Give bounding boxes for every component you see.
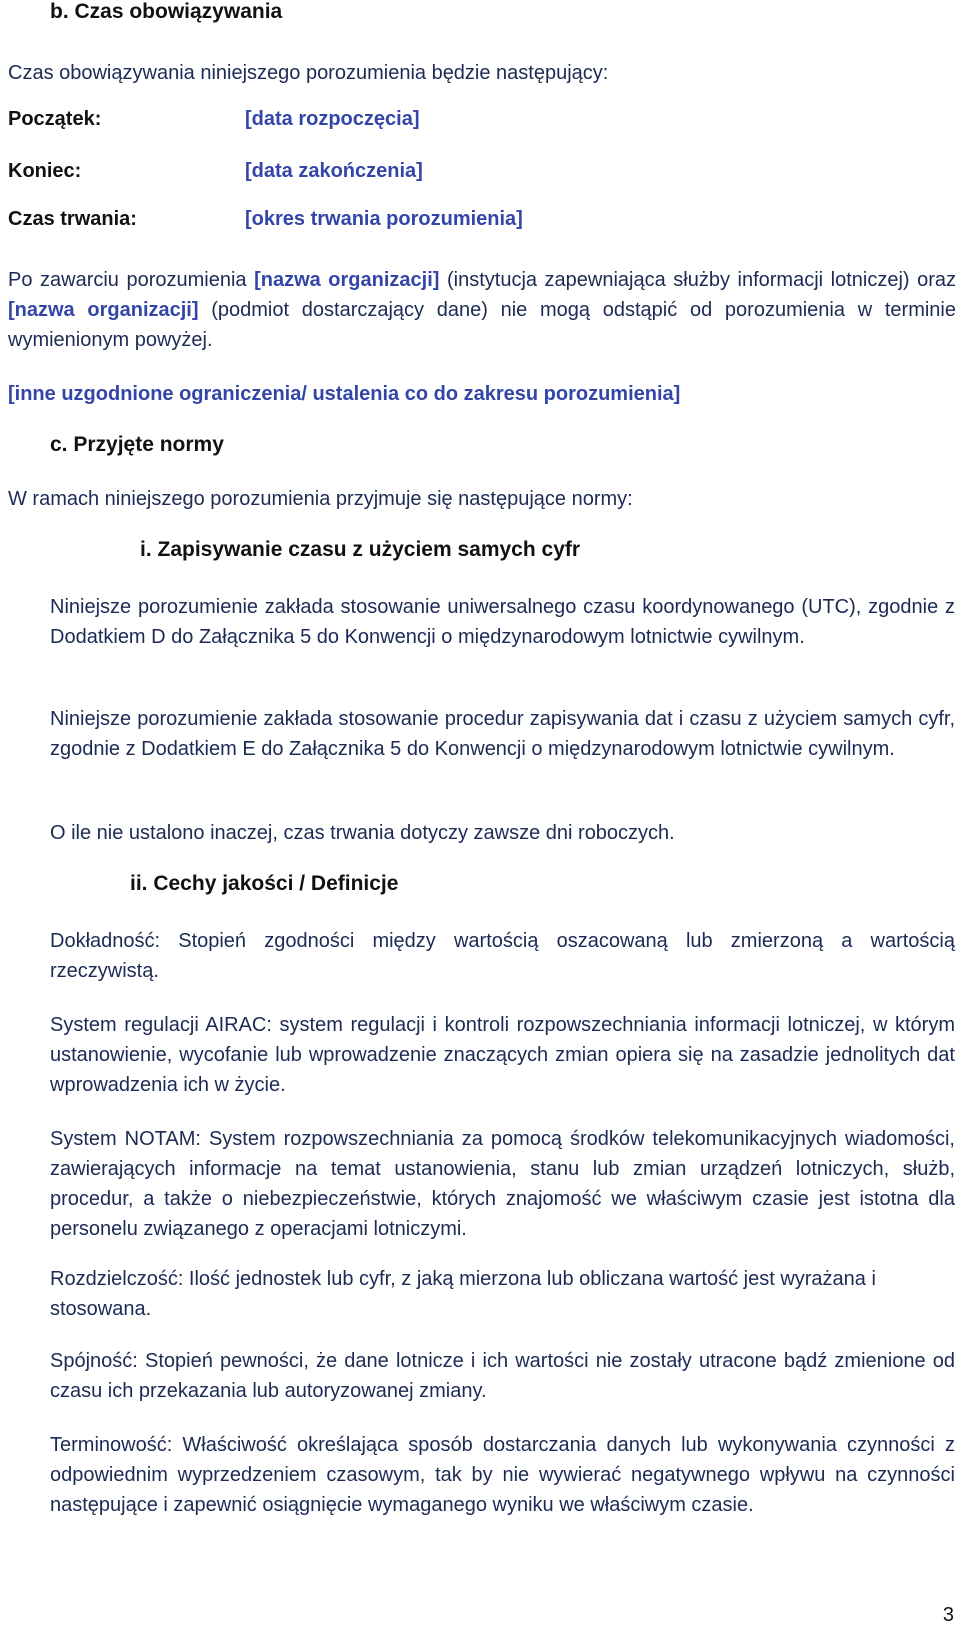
withdrawal-paragraph: Po zawarciu porozumienia [nazwa organizacji] (instytucja zapewniająca służby informacji lotniczej) oraz [nazwa organizacji] (podmiot dostarczający dane) nie mogą odstąpić od porozumienia w terminie wymienionym powyżej.	[8, 269, 956, 351]
definition-accuracy: Dokładność: Stopień zgodności między wartością oszacowaną lub zmierzoną a wartością rzeczywistą.	[50, 930, 955, 982]
start-value: [data rozpoczęcia]	[245, 108, 420, 130]
section-b-heading: b. Czas obowiązywania	[50, 0, 283, 23]
section-c-heading: c. Przyjęte normy	[50, 433, 224, 456]
date-format-paragraph: Niniejsze porozumienie zakłada stosowanie procedur zapisywania dat i czasu z użyciem samych cyfr, zgodnie z Dodatkiem E do Załącznika 5 do Konwencji o międzynarodowym lotnictwie cywilnym.	[50, 708, 955, 760]
definition-timeliness: Terminowość: Właściwość określająca sposób dostarczania danych lub wykonywania czynności z odpowiednim wyprzedzeniem czasowym, tak by nie wywierać negatywnego wpływu na czynności następujące i zapewnić osiągnięcie wymaganego wyniku we właściwym czasie.	[50, 1434, 955, 1516]
other-limits-placeholder: [inne uzgodnione ograniczenia/ ustalenia co do zakresu porozumienia]	[8, 383, 681, 405]
page-number: 3	[942, 1604, 954, 1626]
working-days-paragraph: O ile nie ustalono inaczej, czas trwania dotyczy zawsze dni roboczych.	[50, 822, 675, 844]
duration-value: [okres trwania porozumienia]	[245, 208, 523, 230]
subsection-ii-heading: ii. Cechy jakości / Definicje	[130, 872, 399, 895]
org-placeholder-2: [nazwa organizacji]	[8, 299, 199, 321]
definition-airac: System regulacji AIRAC: system regulacji i kontroli rozpowszechniania informacji lotniczej, w którym ustanowienie, wycofanie lub wprowadzenie znaczących zmian opiera się na zasadzie jednolitych dat wprowadzenia ich w życie.	[50, 1014, 955, 1096]
duration-label: Czas trwania:	[8, 208, 137, 230]
utc-paragraph: Niniejsze porozumienie zakłada stosowanie uniwersalnego czasu koordynowanego (UTC), zgodnie z Dodatkiem D do Załącznika 5 do Konwencji o międzynarodowym lotnictwie cywilnym.	[50, 596, 955, 648]
subsection-i-heading: i. Zapisywanie czasu z użyciem samych cyfr	[140, 538, 581, 561]
section-b-intro: Czas obowiązywania niniejszego porozumienia będzie następujący:	[8, 62, 609, 84]
end-label: Koniec:	[8, 160, 82, 182]
section-c-intro: W ramach niniejszego porozumienia przyjmuje się następujące normy:	[8, 488, 633, 510]
start-label: Początek:	[8, 108, 102, 130]
definition-notam: System NOTAM: System rozpowszechniania za pomocą środków telekomunikacyjnych wiadomości, zawierających informacje na temat ustanowienia, stanu lub zmian urządzeń lotniczych, służb, procedur, a także o niebezpieczeństwie, których znajomość we właściwym czasie jest istotna dla personelu związanego z operacjami lotniczymi.	[50, 1128, 955, 1240]
definition-integrity: Spójność: Stopień pewności, że dane lotnicze i ich wartości nie zostały utracone bądź zmienione od czasu ich przekazania lub autoryzowanej zmiany.	[50, 1350, 955, 1402]
definition-resolution: Rozdzielczość: Ilość jednostek lub cyfr, z jaką mierzona lub obliczana wartość jest wyrażana i stosowana.	[50, 1268, 876, 1320]
end-value: [data zakończenia]	[245, 160, 423, 182]
org-placeholder-1: [nazwa organizacji]	[254, 269, 440, 291]
